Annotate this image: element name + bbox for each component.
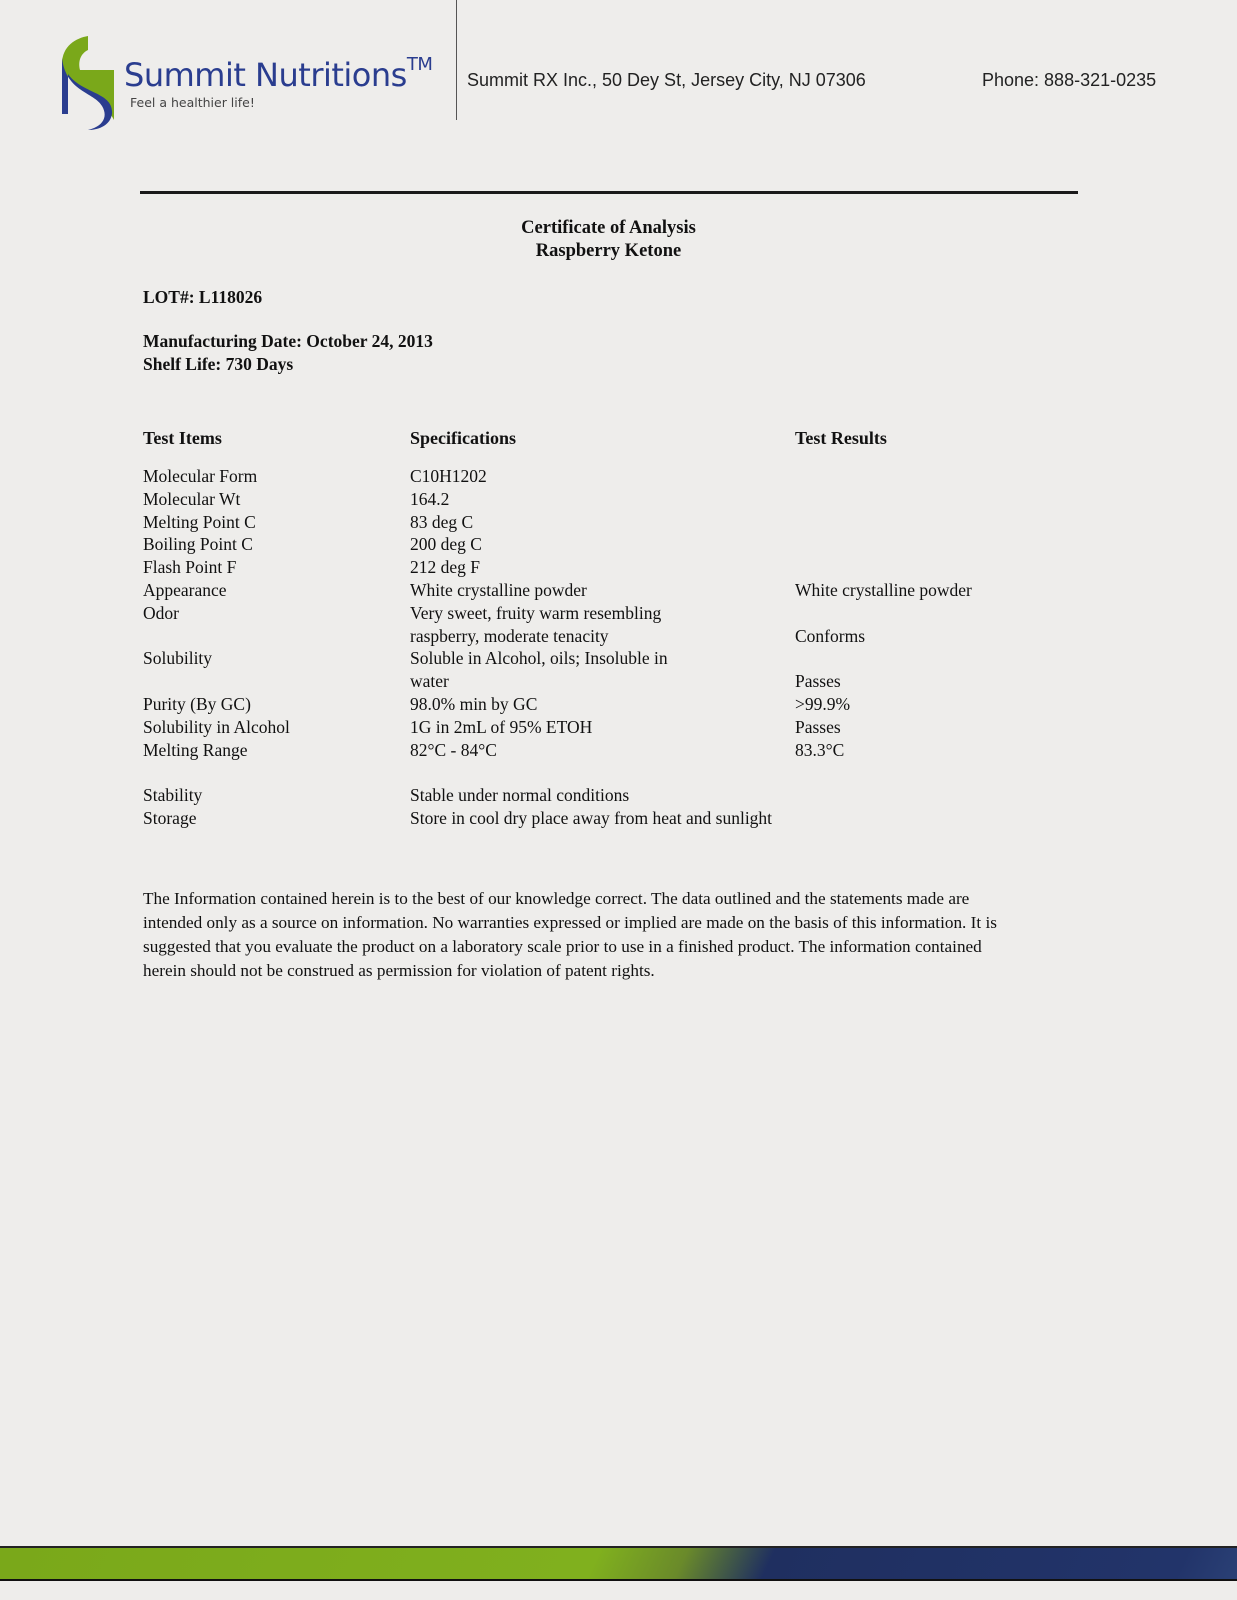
header-specifications: Specifications: [410, 428, 516, 448]
specification: Store in cool dry place away from heat and sunlight: [410, 807, 773, 828]
test-result: 83.3°C: [795, 739, 845, 760]
test-item: Appearance: [143, 579, 227, 600]
test-result: >99.9%: [795, 693, 851, 714]
specification: 212 deg F: [410, 557, 480, 578]
specification: White crystalline powder: [410, 579, 587, 600]
specification: 1G in 2mL of 95% ETOH: [410, 716, 593, 737]
test-item: Boiling Point C: [143, 534, 253, 555]
header-test-items: Test Items: [143, 428, 222, 448]
test-item: Solubility: [143, 648, 213, 669]
specification: water: [410, 671, 449, 692]
specification: 82°C - 84°C: [410, 739, 497, 760]
specification: 164.2: [410, 488, 450, 509]
table-header: [143, 428, 1043, 452]
company-address: Summit RX Inc., 50 Dey St, Jersey City, NJ 07306: [467, 70, 866, 90]
test-item: Molecular Form: [143, 466, 258, 486]
specification: Soluble in Alcohol, oils; Insoluble in: [410, 648, 668, 669]
specification: raspberry, moderate tenacity: [410, 625, 609, 646]
specification: C10H1202: [410, 466, 487, 486]
test-item: Molecular Wt: [143, 488, 241, 509]
header-divider: [456, 0, 457, 120]
tagline: Feel a healthier life!: [130, 95, 255, 110]
test-item: Melting Range: [143, 739, 248, 760]
test-result: Conforms: [795, 625, 865, 646]
product-name: Raspberry Ketone: [535, 241, 682, 261]
test-item: Purity (By GC): [143, 693, 251, 714]
specification: 200 deg C: [410, 534, 482, 555]
header-test-results: Test Results: [795, 428, 887, 448]
header-rule: [140, 191, 1078, 194]
footer-bar: [0, 1546, 1237, 1581]
specification: Stable under normal conditions: [410, 785, 630, 806]
manufacturing-date: Manufacturing Date: October 24, 2013: [143, 331, 433, 351]
lot-number: LOT#: L118026: [143, 287, 263, 307]
test-item: Flash Point F: [143, 557, 237, 578]
test-result: Passes: [795, 716, 841, 737]
test-item: Storage: [143, 807, 197, 828]
brand-name: [124, 56, 432, 94]
specification: Very sweet, fruity warm resembling: [410, 602, 662, 623]
document-title: Certificate of Analysis: [521, 218, 696, 238]
test-item: Stability: [143, 785, 203, 806]
trademark: TM: [406, 54, 433, 75]
company-phone: Phone: 888-321-0235: [982, 70, 1157, 90]
brand-text: Summit Nutritions: [124, 56, 407, 94]
test-item: Odor: [143, 602, 179, 623]
specification: 98.0% min by GC: [410, 693, 538, 714]
test-item: Melting Point C: [143, 511, 256, 532]
shelf-life: Shelf Life: 730 Days: [143, 354, 294, 374]
specification: 83 deg C: [410, 511, 474, 532]
test-result: Passes: [795, 671, 841, 692]
test-result: White crystalline powder: [795, 579, 972, 600]
test-item: Solubility in Alcohol: [143, 716, 290, 737]
disclaimer: The Information contained herein is to the best of our knowledge correct. The data outlined and the statements made are intended only as a source on information. No warranties expressed or implied are made on the basis of this information. It is suggested that you evaluate the product on a laboratory scale prior to use in a finished product. The information contained herein should not be construed as permission for violation of patent rights.: [143, 889, 997, 980]
